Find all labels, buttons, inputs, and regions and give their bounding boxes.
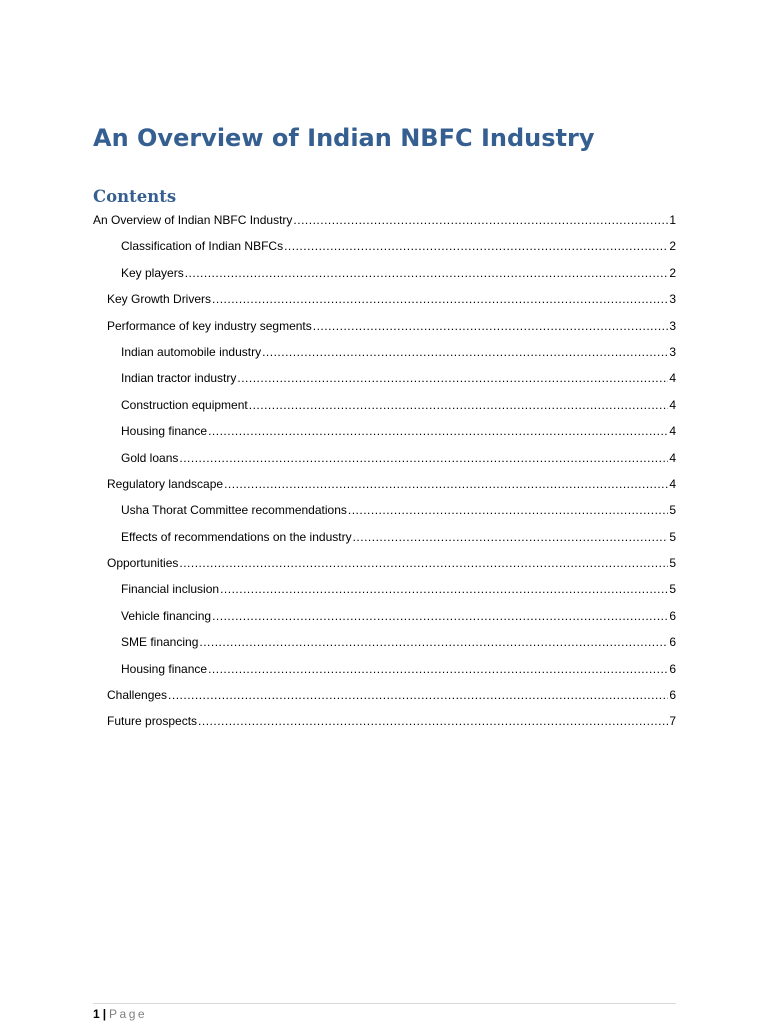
toc-entry[interactable]: [93, 418, 676, 444]
toc-dot-leader: [284, 233, 668, 259]
toc-dot-leader: [179, 445, 668, 471]
toc-dot-leader: [313, 313, 669, 339]
toc-entry-label: Challenges: [107, 688, 168, 703]
toc-dot-leader: [348, 497, 668, 523]
toc-dot-leader: [293, 207, 668, 233]
toc-entry[interactable]: [93, 392, 676, 418]
toc-entry-page-number: 4: [669, 424, 676, 439]
toc-dot-leader: [168, 682, 668, 708]
toc-entry-label: Key players: [121, 265, 184, 280]
toc-entry-label: Vehicle financing: [121, 608, 212, 623]
toc-entry-page-number: 4: [669, 397, 676, 412]
toc-entry[interactable]: [93, 207, 676, 233]
toc-entry[interactable]: [93, 550, 676, 576]
toc-entry-page-number: 5: [669, 503, 676, 518]
toc-entry-label: Opportunities: [107, 556, 179, 571]
toc-entry[interactable]: [93, 629, 676, 655]
footer-separator: |: [102, 1007, 107, 1021]
toc-entry-page-number: 6: [669, 608, 676, 623]
toc-entry-label: Housing finance: [121, 661, 208, 676]
toc-entry-page-number: 2: [669, 265, 676, 280]
toc-entry[interactable]: [93, 524, 676, 550]
toc-dot-leader: [237, 365, 668, 391]
toc-entry-label: Key Growth Drivers: [107, 292, 212, 307]
toc-entry-page-number: 6: [669, 635, 676, 650]
footer-page-word: Page: [109, 1007, 148, 1021]
toc-entry[interactable]: [93, 445, 676, 471]
toc-dot-leader: [208, 418, 668, 444]
toc-entry-page-number: 1: [669, 213, 676, 227]
toc-entry[interactable]: [93, 708, 676, 734]
document-title: An Overview of Indian NBFC Industry: [93, 124, 595, 152]
toc-entry[interactable]: [93, 286, 676, 312]
toc-entry-page-number: 4: [669, 476, 676, 491]
toc-entry-page-number: 4: [669, 371, 676, 386]
toc-dot-leader: [179, 550, 668, 576]
toc-entry-label: Housing finance: [121, 424, 208, 439]
toc-entry-page-number: 3: [669, 292, 676, 307]
toc-entry-label: Future prospects: [107, 714, 198, 729]
toc-entry-page-number: 6: [669, 661, 676, 676]
toc-dot-leader: [249, 392, 669, 418]
toc-entry-label: SME financing: [121, 635, 199, 650]
toc-entry[interactable]: [93, 576, 676, 602]
toc-entry-page-number: 7: [669, 714, 676, 729]
toc-dot-leader: [199, 629, 668, 655]
toc-entry[interactable]: [93, 233, 676, 259]
toc-dot-leader: [262, 339, 668, 365]
toc-entry[interactable]: [93, 471, 676, 497]
toc-dot-leader: [208, 656, 668, 682]
toc-entry[interactable]: [93, 603, 676, 629]
toc-entry[interactable]: [93, 682, 676, 708]
toc-dot-leader: [212, 286, 668, 312]
toc-entry-page-number: 4: [669, 450, 676, 465]
toc-entry[interactable]: [93, 339, 676, 365]
toc-entry-label: Indian automobile industry: [121, 344, 262, 359]
toc-dot-leader: [198, 708, 668, 734]
toc-entry-label: Effects of recommendations on the industry: [121, 529, 352, 544]
toc-entry-label: Financial inclusion: [121, 582, 220, 597]
toc-entry-page-number: 5: [669, 582, 676, 597]
footer-page-number: 1: [93, 1007, 100, 1021]
toc-entry-page-number: 3: [669, 318, 676, 333]
toc-dot-leader: [220, 576, 668, 602]
toc-entry-label: Performance of key industry segments: [107, 318, 312, 333]
toc-entry-label: An Overview of Indian NBFC Industry: [93, 213, 293, 227]
contents-heading: Contents: [93, 187, 177, 206]
page-footer: [93, 1006, 147, 1022]
toc-dot-leader: [212, 603, 668, 629]
toc-entry-page-number: 5: [669, 556, 676, 571]
toc-dot-leader: [353, 524, 669, 550]
toc-dot-leader: [224, 471, 668, 497]
toc-entry[interactable]: [93, 497, 676, 523]
toc-entry[interactable]: [93, 656, 676, 682]
toc-entry-label: Usha Thorat Committee recommendations: [121, 503, 347, 518]
toc-entry[interactable]: [93, 260, 676, 286]
toc-entry-label: Gold loans: [121, 450, 179, 465]
toc-entry[interactable]: [93, 365, 676, 391]
footer-divider: [93, 1003, 676, 1004]
toc-entry-page-number: 5: [669, 529, 676, 544]
toc-dot-leader: [185, 260, 669, 286]
toc-entry-label: Classification of Indian NBFCs: [121, 239, 284, 254]
toc-entry[interactable]: [93, 313, 676, 339]
toc-entry-label: Construction equipment: [121, 397, 248, 412]
toc-entry-label: Indian tractor industry: [121, 371, 237, 386]
table-of-contents: [93, 207, 676, 735]
toc-entry-page-number: 3: [669, 344, 676, 359]
toc-entry-label: Regulatory landscape: [107, 476, 224, 491]
toc-entry-page-number: 2: [669, 239, 676, 254]
toc-entry-page-number: 6: [669, 688, 676, 703]
